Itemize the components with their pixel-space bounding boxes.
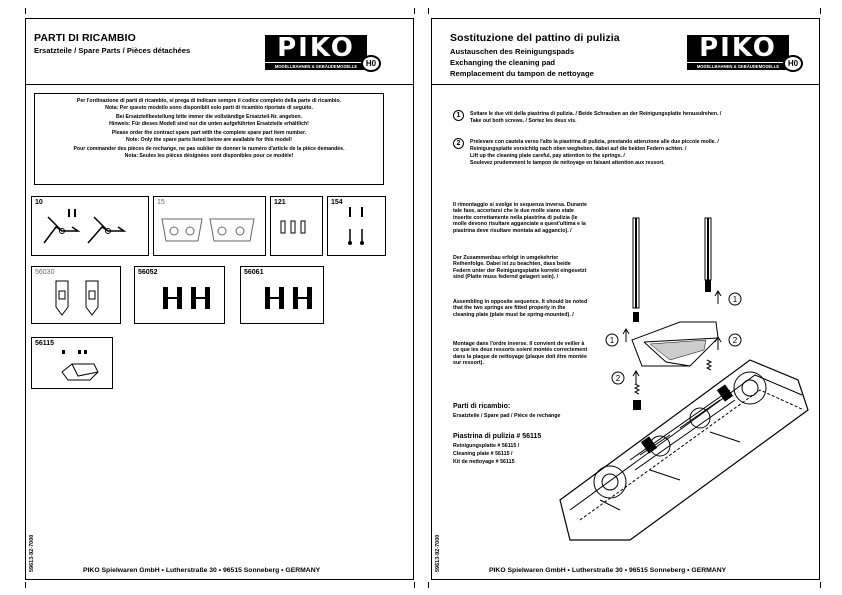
logo-band: MODELLBAHNEN & GEBÄUDEMODELLE <box>687 63 789 70</box>
diagram-label: 2 <box>732 336 738 345</box>
step-number: 1 <box>453 110 464 121</box>
bogie-frame-drawing <box>154 197 265 255</box>
part-box-154 <box>327 196 386 256</box>
step-2 <box>453 138 773 174</box>
part-number: 56061 <box>244 269 264 276</box>
notice-german: Bei Ersatzteilbestellung bitte immer die vollständige Ersatzteil-Nr. angeben. Hinweis: Für dieses Modell sind nur die unten aufgeführten Ersatzteile erhältlich! <box>109 114 309 127</box>
part-number: 10 <box>35 199 43 206</box>
assembly-diagram <box>540 210 810 555</box>
part-number: 154 <box>331 199 343 206</box>
header-divider <box>25 84 414 85</box>
diagram-label: 1 <box>609 336 615 345</box>
kit-line: Cleaning plate # 56115 / <box>453 451 513 457</box>
part-number: 121 <box>274 199 286 206</box>
part-box-15 <box>153 196 266 256</box>
right-subtitle-en: Exchanging the cleaning pad <box>450 58 556 67</box>
step-text: Prelevare con cautela verso l'alto la piastrina di pulizia, prestando attenzione alle due piccole molle. / <box>470 139 719 145</box>
left-page-title: PARTI DI RICAMBIO <box>34 32 136 44</box>
part-box-121 <box>270 196 323 256</box>
kit-heading: Piastrina di pulizia # 56115 <box>453 433 542 440</box>
kit-line: Kit de nettoyage # 56115 <box>453 459 515 465</box>
coupler-drawing <box>32 197 148 255</box>
step-text: Svitare le due viti della piastrina di pulizia. / Beide Schrauben an der Reinigungsplatte herausdrehen. / <box>470 111 722 117</box>
logo-band: MODELLBAHNEN & GEBÄUDEMODELLE <box>265 63 367 70</box>
part-number: 15 <box>157 199 165 206</box>
ordering-notice <box>34 93 384 185</box>
step-text: Take out both screws. / Sortez les deux vis. <box>470 118 577 124</box>
kit-line: Reinigungsplatte # 56115 / <box>453 443 520 449</box>
right-subtitle-fr: Remplacement du tampon de nettoyage <box>450 69 594 78</box>
diagram-label: 1 <box>732 295 738 304</box>
logo-word: PIKO <box>687 35 789 62</box>
crop-mark <box>25 582 26 588</box>
piko-logo <box>265 35 383 77</box>
logo-word: PIKO <box>265 35 367 62</box>
reassembly-french: Montage dans l'ordre inverse. Il convient de veiller à ce que les deux ressorts soient montés correctement dans la plaque de nettoyage (plaque doit être montée sur ressort). <box>453 341 588 367</box>
step-1 <box>453 110 773 132</box>
crop-mark <box>428 8 429 14</box>
part-box-56061 <box>240 266 324 324</box>
crop-mark <box>414 582 415 588</box>
spare-parts-heading: Parti di ricambio: <box>453 403 511 410</box>
crop-mark <box>820 582 821 588</box>
spare-parts-line: Ersatzteile / Spare pad / Pièce de rechange <box>453 413 561 419</box>
step-text: Reinigungsplatte vorsichtig nach oben wegheben, dabei auf die beiden Federn achten. / <box>470 146 687 152</box>
right-footer: PIKO Spielwaren GmbH • Lutherstraße 30 • 96515 Sonneberg • GERMANY <box>489 567 727 574</box>
piko-logo <box>687 35 805 77</box>
reassembly-german: Der Zusammenbau erfolgt in umgekehrter Reihenfolge. Dabei ist zu beachten, dass beide Federn unter der Reinigungsplatte korrekt eingesetzt sind (Platte muss federnd gelagert sein). / <box>453 255 587 281</box>
logo-scale: H0 <box>361 55 381 72</box>
crop-mark <box>414 8 415 14</box>
left-page-subtitle: Ersatzteile / Spare Parts / Pièces détachées <box>34 46 191 55</box>
left-footer: PIKO Spielwaren GmbH • Lutherstraße 30 • 96515 Sonneberg • GERMANY <box>83 567 321 574</box>
header-divider <box>431 84 820 85</box>
part-number: 56030 <box>35 269 55 276</box>
right-subtitle-de: Austauschen des Reinigungspads <box>450 47 575 56</box>
right-side-code: 59613-92-7000 <box>435 534 441 572</box>
reassembly-english: Assembling in opposite sequence. It should be noted that the two springs are fitted properly in the cleaning plate (plate must be spring-mounted). / <box>453 299 588 318</box>
reassembly-italian: Il rimontaggio si svolge in sequenza inversa. Durante tale fase, accertarsi che le due molle siano state inserite correttamente nella piastrina di pulizia (le molle devono risultare agganciate a quest'ultima e la piastrina deve risultare montata ad aggancio). / <box>453 202 587 234</box>
part-box-56115 <box>31 337 113 389</box>
part-number: 56052 <box>138 269 158 276</box>
notice-italian: Per l'ordinazione di parti di ricambio, si prega di indicare sempre il codice completo della parte di ricambio. Nota: Per questo modello sono disponibili solo parti di ricambio riportate di seguito. <box>76 98 342 111</box>
step-number: 2 <box>453 138 464 149</box>
right-page-title: Sostituzione del pattino di pulizia <box>450 32 620 44</box>
part-box-10 <box>31 196 149 256</box>
left-side-code: 59613-92-7000 <box>29 534 35 572</box>
crop-mark <box>428 582 429 588</box>
part-box-56052 <box>134 266 225 324</box>
part-box-56030 <box>31 266 121 324</box>
crop-mark <box>820 8 821 14</box>
step-text: Soulevez prudemment le tampon de nettoyage en faisant attention aux ressort. <box>470 160 665 166</box>
logo-scale: H0 <box>783 55 803 72</box>
part-number: 56115 <box>35 340 55 347</box>
crop-mark <box>25 8 26 14</box>
notice-french: Pour commander des pièces de rechange, ne pas oublier de donner le numéro d'article de la pièce demandée. Nota: Seules les pièces désignées sont disponibles pour ce modèle! <box>73 146 345 159</box>
diagram-label: 2 <box>615 374 621 383</box>
step-text: Lift up the cleaning plate careful, pay attention to the springs. / <box>470 153 625 159</box>
notice-english: Please order the contract spare part with the complete spare part item number. Note: Only the spare parts listed below are available for this model! <box>111 130 307 143</box>
